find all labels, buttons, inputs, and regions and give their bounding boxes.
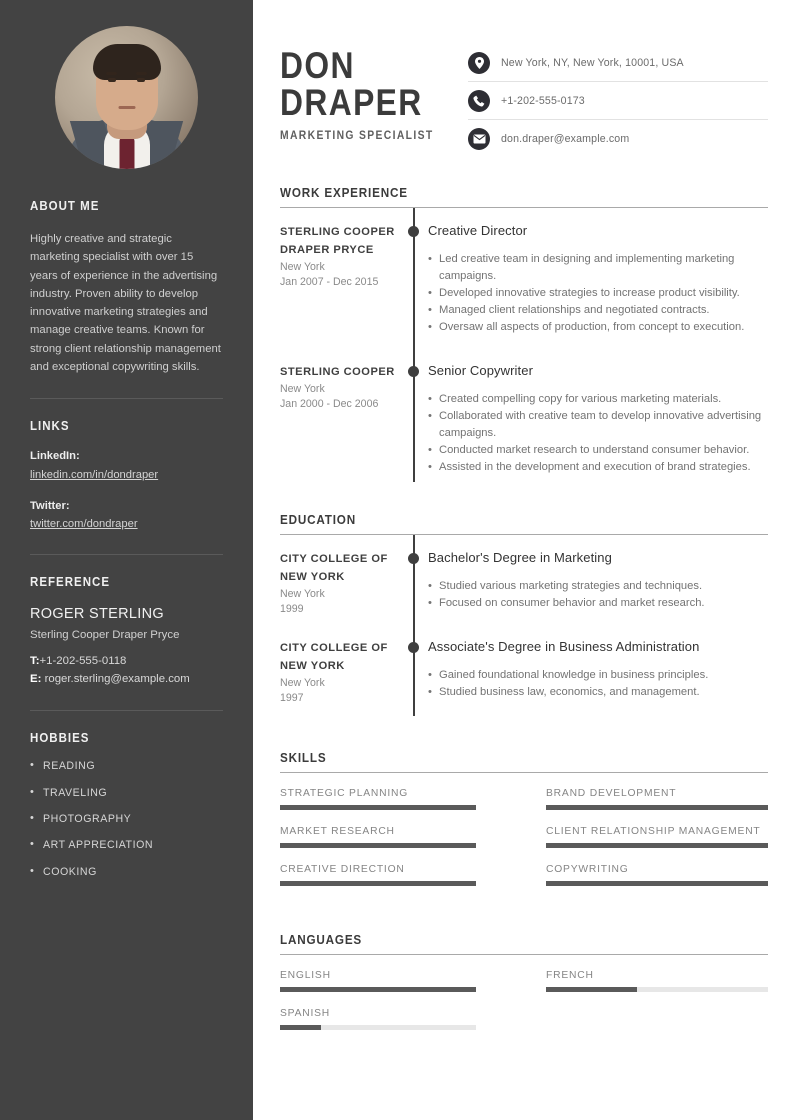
language-label: FRENCH [546,969,594,981]
skill-item [280,788,524,810]
work-location: New York [280,382,325,395]
contact-row-phone [468,90,768,120]
language-label: ENGLISH [280,969,331,981]
language-item [524,970,768,992]
reference-phone-value: +1-202-555-0118 [39,654,127,667]
contact-row-address [468,52,768,82]
phone-icon [468,90,490,112]
skills-grid [280,788,768,902]
timeline [402,342,428,482]
skill-bar-track [280,805,476,810]
sidebar [0,0,253,1120]
work-dates: Jan 2007 - Dec 2015 [280,276,379,289]
skills-heading: SKILLS [280,749,327,765]
list-item: • Developed innovative strategies to increase product visibility. [428,285,768,302]
education-location: New York [280,587,325,600]
education-bullets [428,578,768,612]
skill-bar-fill [280,881,476,886]
education-heading: EDUCATION [280,511,356,527]
skill-bar-track [546,843,768,848]
work-dates: Jan 2000 - Dec 2006 [280,398,379,411]
contact-list [468,44,768,157]
hobbies-heading: HOBBIES [30,731,90,746]
timeline-line [413,342,415,482]
list-item: • Managed client relationships and negotiated contracts. [428,302,768,319]
list-item: • Studied various marketing strategies and techniques. [428,578,768,595]
language-bar-fill [280,987,476,992]
section-rule [280,772,768,773]
work-entry [280,208,768,342]
about-text: Highly creative and strategic marketing specialist with over 15 years of experience in the advertising industry. Proven ability to develop innovative marketing strategies and manage creative teams. Known for strong client relationship management and exceptional copywriting skills. [30,233,221,374]
about-section [0,199,253,376]
education-location: New York [280,676,325,689]
education-title: Bachelor's Degree in Marketing [428,549,612,565]
list-item: • Conducted market research to understand consumer behavior. [428,442,768,459]
education-dates: 1999 [280,603,304,616]
main-content [253,0,794,1120]
work-entry-body [428,342,768,482]
skill-bar-track [280,843,476,848]
skill-label: CREATIVE DIRECTION [280,863,405,875]
contact-row-email [468,128,768,157]
link-label-linkedin: LinkedIn: [30,450,80,463]
reference-section [0,575,253,688]
about-heading: ABOUT ME [30,199,100,213]
education-entry-meta [280,618,402,716]
work-org: STERLING COOPER DRAPER PRYCE [280,226,395,256]
language-item [280,1008,524,1030]
skill-label: BRAND DEVELOPMENT [546,787,677,799]
avatar-container [0,0,253,177]
list-item: • Gained foundational knowledge in business principles. [428,667,768,684]
link-url-linkedin[interactable]: linkedin.com/in/dondraper [30,468,159,481]
work-org: STERLING COOPER [280,365,395,378]
reference-email-label: E: [30,673,42,686]
job-role: MARKETING SPECIALIST [280,130,434,143]
reference-phone-label: T: [30,654,40,667]
skill-bar-track [280,881,476,886]
timeline-dot [408,366,419,377]
list-item: • ART APPRECIATION [30,838,223,852]
list-item: • PHOTOGRAPHY [30,812,223,826]
education-entry-meta [280,535,402,618]
language-bar-fill [280,1025,321,1030]
contact-email: don.draper@example.com [501,133,630,145]
work-title: Senior Copywriter [428,362,534,378]
work-experience-section [280,185,768,482]
list-item: • READING [30,759,223,773]
skill-label: MARKET RESEARCH [280,825,395,837]
education-org: CITY COLLEGE OF NEW YORK [280,641,388,672]
link-label-twitter: Twitter: [30,499,70,512]
list-item: • Led creative team in designing and implementing marketing campaigns. [428,251,768,285]
link-item [30,498,223,532]
education-entry-body [428,618,768,716]
skill-bar-fill [546,881,768,886]
language-label: SPANISH [280,1007,331,1019]
resume-header [280,44,768,157]
location-pin-icon [468,52,490,74]
skills-section [280,750,768,902]
language-bar-track [546,987,768,992]
last-name: DRAPER [280,81,423,123]
sidebar-divider-2 [30,554,223,555]
work-bullets [428,391,768,476]
education-dates: 1997 [280,692,304,705]
timeline-line [413,535,415,618]
education-section [280,512,768,716]
language-bar-fill [546,987,637,992]
skill-label: COPYWRITING [546,863,629,875]
skill-item [524,788,768,810]
contact-phone: +1-202-555-0173 [501,95,585,107]
sidebar-divider-1 [30,398,223,399]
work-entry-meta [280,342,402,482]
list-item: • TRAVELING [30,786,223,800]
skill-item [280,864,524,886]
list-item: • Created compelling copy for various marketing materials. [428,391,768,408]
work-location: New York [280,260,325,273]
skill-bar-fill [280,843,476,848]
education-entry [280,618,768,716]
list-item: • COOKING [30,865,223,879]
skill-label: STRATEGIC PLANNING [280,787,409,799]
hobbies-section [0,731,253,878]
link-url-twitter[interactable]: twitter.com/dondraper [30,518,138,531]
language-item [280,970,524,992]
name-block [280,44,451,142]
languages-grid [280,970,768,1046]
links-heading: LINKS [30,419,70,434]
timeline [402,535,428,618]
language-bar-track [280,987,476,992]
skill-item [524,826,768,848]
reference-company: Sterling Cooper Draper Pryce [30,629,180,642]
reference-email-value: roger.sterling@example.com [44,673,190,686]
education-entry-body [428,535,768,618]
skill-bar-fill [280,805,476,810]
education-title: Associate's Degree in Business Administration [428,638,700,654]
skill-bar-track [546,881,768,886]
education-org: CITY COLLEGE OF NEW YORK [280,552,388,583]
hobbies-list [30,759,223,878]
timeline-dot [408,642,419,653]
avatar [55,26,198,169]
list-item: • Assisted in the development and execution of brand strategies. [428,459,768,476]
section-rule [280,954,768,955]
links-section [0,419,253,532]
work-entry-meta [280,208,402,342]
contact-address: New York, NY, New York, 10001, USA [501,57,684,69]
timeline-dot [408,553,419,564]
skill-label: CLIENT RELATIONSHIP MANAGEMENT [546,825,761,837]
work-experience-heading: WORK EXPERIENCE [280,185,408,200]
list-item: • Focused on consumer behavior and market research. [428,595,768,612]
skill-bar-fill [546,805,768,810]
first-name: DON [280,45,355,86]
link-item [30,448,223,482]
timeline-dot [408,226,419,237]
skill-bar-track [546,805,768,810]
languages-heading: LANGUAGES [280,931,363,947]
envelope-icon [468,128,490,150]
education-bullets [428,667,768,701]
timeline-line [413,618,415,716]
sidebar-divider-3 [30,710,223,711]
work-bullets [428,251,768,336]
reference-email [30,671,223,688]
skill-item [280,826,524,848]
reference-phone [30,653,223,670]
language-bar-track [280,1025,476,1030]
skill-bar-fill [546,843,768,848]
list-item: • Oversaw all aspects of production, from concept to execution. [428,319,768,336]
education-entry [280,535,768,618]
work-entry [280,342,768,482]
timeline [402,618,428,716]
timeline [402,208,428,342]
work-title: Creative Director [428,223,528,238]
skill-item [524,864,768,886]
list-item: • Studied business law, economics, and management. [428,684,768,701]
reference-heading: REFERENCE [30,575,111,590]
reference-name: ROGER STERLING [30,606,164,623]
list-item: • Collaborated with creative team to develop innovative advertising campaigns. [428,408,768,442]
work-entry-body [428,208,768,342]
languages-section [280,932,768,1046]
